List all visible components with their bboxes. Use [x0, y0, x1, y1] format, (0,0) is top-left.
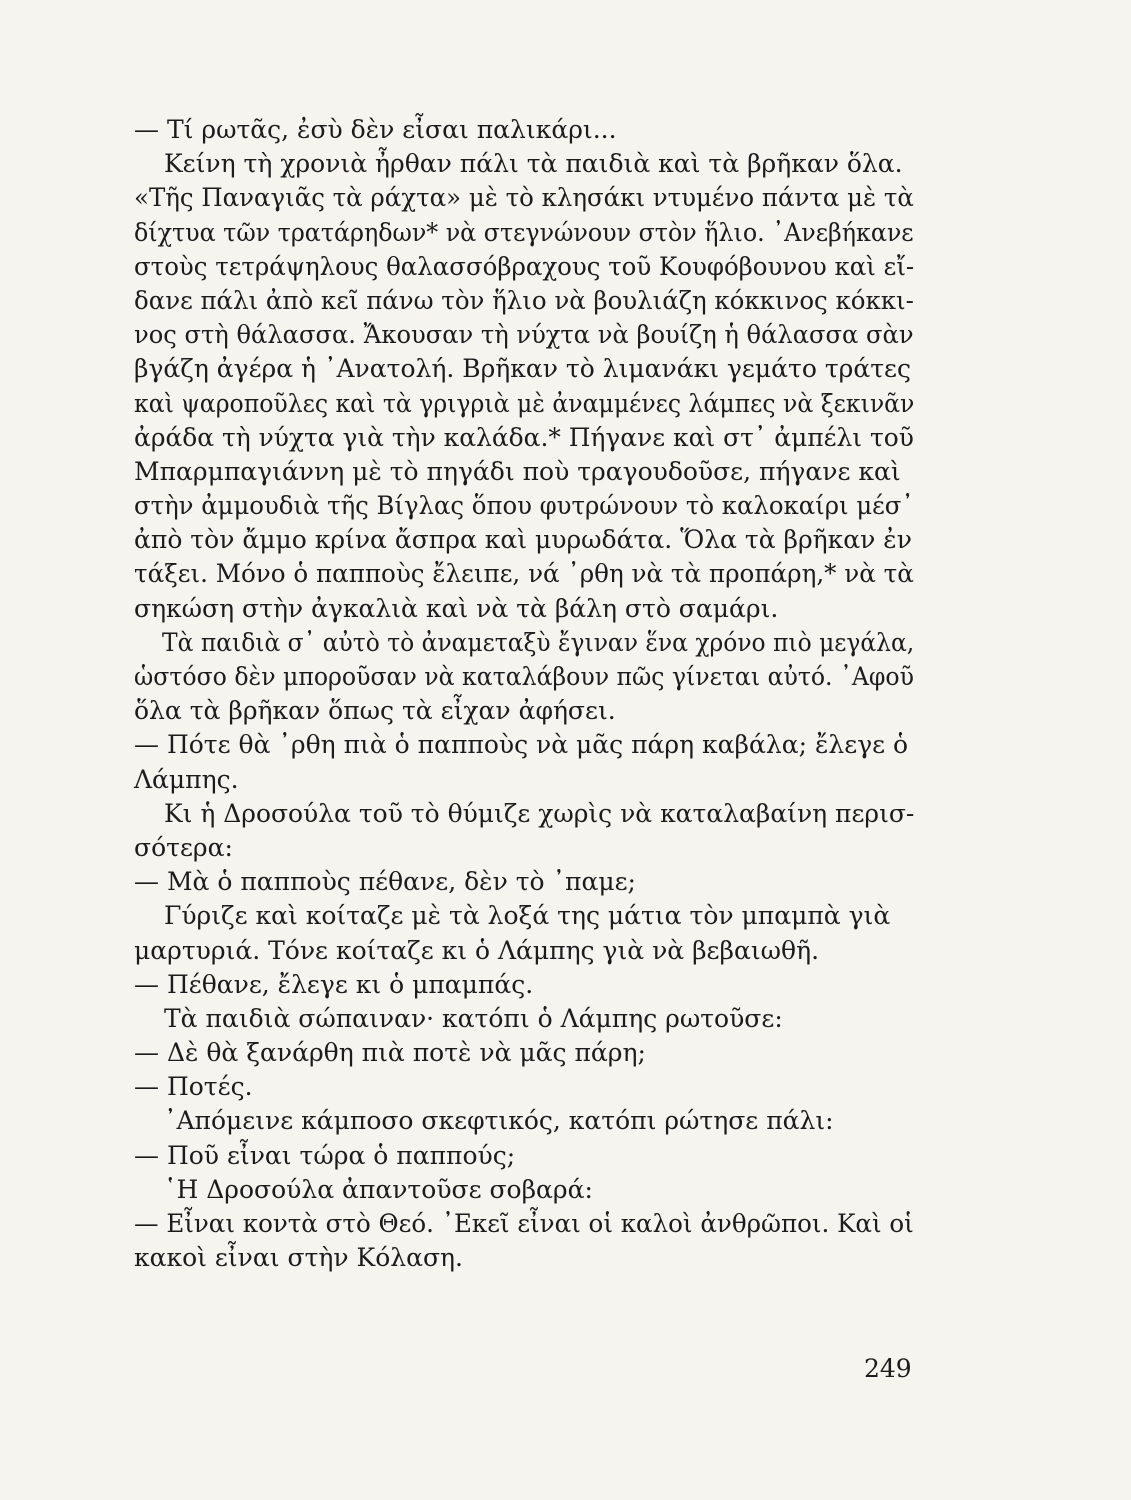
text-line: στὴν ἀμμουδιὰ τῆς Βίγλας ὅπου φυτρώνουν τὸ καλοκαίρι μέσ᾿ — [134, 491, 914, 521]
text-line: — Δὲ θὰ ξανάρθη πιὰ ποτὲ νὰ μᾶς πάρη; — [134, 1038, 646, 1068]
text-line: — Ποῦ εἶναι τώρα ὁ παππούς; — [134, 1140, 516, 1170]
body-text — [134, 113, 914, 1275]
text-line: σηκώση στὴν ἀγκαλιὰ καὶ νὰ τὰ βάλη στὸ σαμάρι. — [134, 593, 779, 623]
text-line: Τὰ παιδιὰ σώπαιναν· κατόπι ὁ Λάμπης ρωτοῦσε: — [164, 1003, 783, 1033]
text-line: ἀπὸ τὸν ἄμμο κρίνα ἄσπρα καὶ μυρωδάτα. Ὅλα τὰ βρῆκαν ἐν — [134, 525, 912, 555]
text-line: Κείνη τὴ χρονιὰ ἦρθαν πάλι τὰ παιδιὰ καὶ τὰ βρῆκαν ὅλα. — [164, 149, 903, 179]
text-line: σότερα: — [134, 832, 233, 862]
text-line: Τὰ παιδιὰ σ᾿ αὐτὸ τὸ ἀναμεταξὺ ἔγιναν ἕνα χρόνο πιὸ μεγάλα, — [162, 627, 915, 657]
text-line: — Μὰ ὁ παπποὺς πέθανε, δὲν τὸ ᾿παμε; — [134, 867, 636, 897]
text-line: δανε πάλι ἀπὸ κεῖ πάνω τὸν ἥλιο νὰ βουλιάζη κόκκινος κόκκι- — [134, 285, 914, 315]
text-line: τάξει. Μόνο ὁ παπποὺς ἔλειπε, νά ᾿ρθη νὰ τὰ προπάρη,* νὰ τὰ — [134, 559, 914, 589]
text-line: καὶ ψαροποῦλες καὶ τὰ γριγριὰ μὲ ἀναμμένες λάμπες νὰ ξεκινᾶν — [134, 388, 915, 418]
text-line: δίχτυα τῶν τρατάρηδων* νὰ στεγνώνουν στὸν ἥλιο. ᾿Ανεβήκανε — [134, 217, 914, 247]
text-line: Λάμπης. — [134, 764, 239, 794]
text-line: βγάζη ἀγέρα ἡ ᾿Ανατολή. Βρῆκαν τὸ λιμανάκι γεμάτο τράτες — [134, 354, 912, 384]
text-line: ῾Η Δροσούλα ἀπαντοῦσε σοβαρά: — [164, 1174, 593, 1204]
text-line: ᾿Απόμεινε κάμποσο σκεφτικός, κατόπι ρώτησε πάλι: — [164, 1106, 834, 1136]
text-line: «Τῆς Παναγιᾶς τὰ ράχτα» μὲ τὸ κλησάκι ντυμένο πάντα μὲ τὰ — [134, 183, 914, 213]
text-line: Μπαρμπαγιάννη μὲ τὸ πηγάδι ποὺ τραγουδοῦσε, πήγανε καὶ — [134, 456, 901, 486]
text-line: μαρτυριά. Τόνε κοίταζε κι ὁ Λάμπης γιὰ νὰ βεβαιωθῆ. — [134, 935, 820, 965]
text-line: ὅλα τὰ βρῆκαν ὅπως τὰ εἶχαν ἀφήσει. — [134, 696, 616, 726]
text-line: — Εἶναι κοντὰ στὸ Θεό. ᾿Εκεῖ εἶναι οἱ καλοὶ ἀνθρῶποι. Καὶ οἱ — [134, 1209, 914, 1238]
text-line: ὡστόσο δὲν μποροῦσαν νὰ καταλάβουν πῶς γίνεται αὐτό. ᾿Αφοῦ — [134, 662, 914, 691]
text-line: Κι ἡ Δροσούλα τοῦ τὸ θύμιζε χωρὶς νὰ καταλαβαίνη περισ- — [163, 798, 915, 828]
text-line: — Ποτές. — [134, 1072, 253, 1102]
text-line: στοὺς τετράψηλους θαλασσόβραχους τοῦ Κουφόβουνου καὶ εἴ- — [134, 251, 915, 281]
page-number: 249 — [864, 1354, 912, 1383]
text-line: κακοὶ εἶναι στὴν Κόλαση. — [134, 1243, 463, 1273]
text-line: νος στὴ θάλασσα. Ἄκουσαν τὴ νύχτα νὰ βουίζη ἡ θάλασσα σὰν — [134, 320, 914, 350]
text-line: Γύριζε καὶ κοίταζε μὲ τὰ λοξά της μάτια τὸν μπαμπὰ γιὰ — [164, 901, 891, 931]
text-line: — Τί ρωτᾶς, ἐσὺ δὲν εἶσαι παλικάρι... — [134, 115, 617, 144]
text-line: ἀράδα τὴ νύχτα γιὰ τὴν καλάδα.* Πήγανε καὶ στ᾿ ἀμπέλι τοῦ — [134, 422, 914, 452]
text-line: — Πέθανε, ἔλεγε κι ὁ μπαμπάς. — [134, 969, 534, 999]
text-line: — Πότε θὰ ᾿ρθη πιὰ ὁ παπποὺς νὰ μᾶς πάρη καβάλα; ἔλεγε ὁ — [134, 730, 909, 760]
